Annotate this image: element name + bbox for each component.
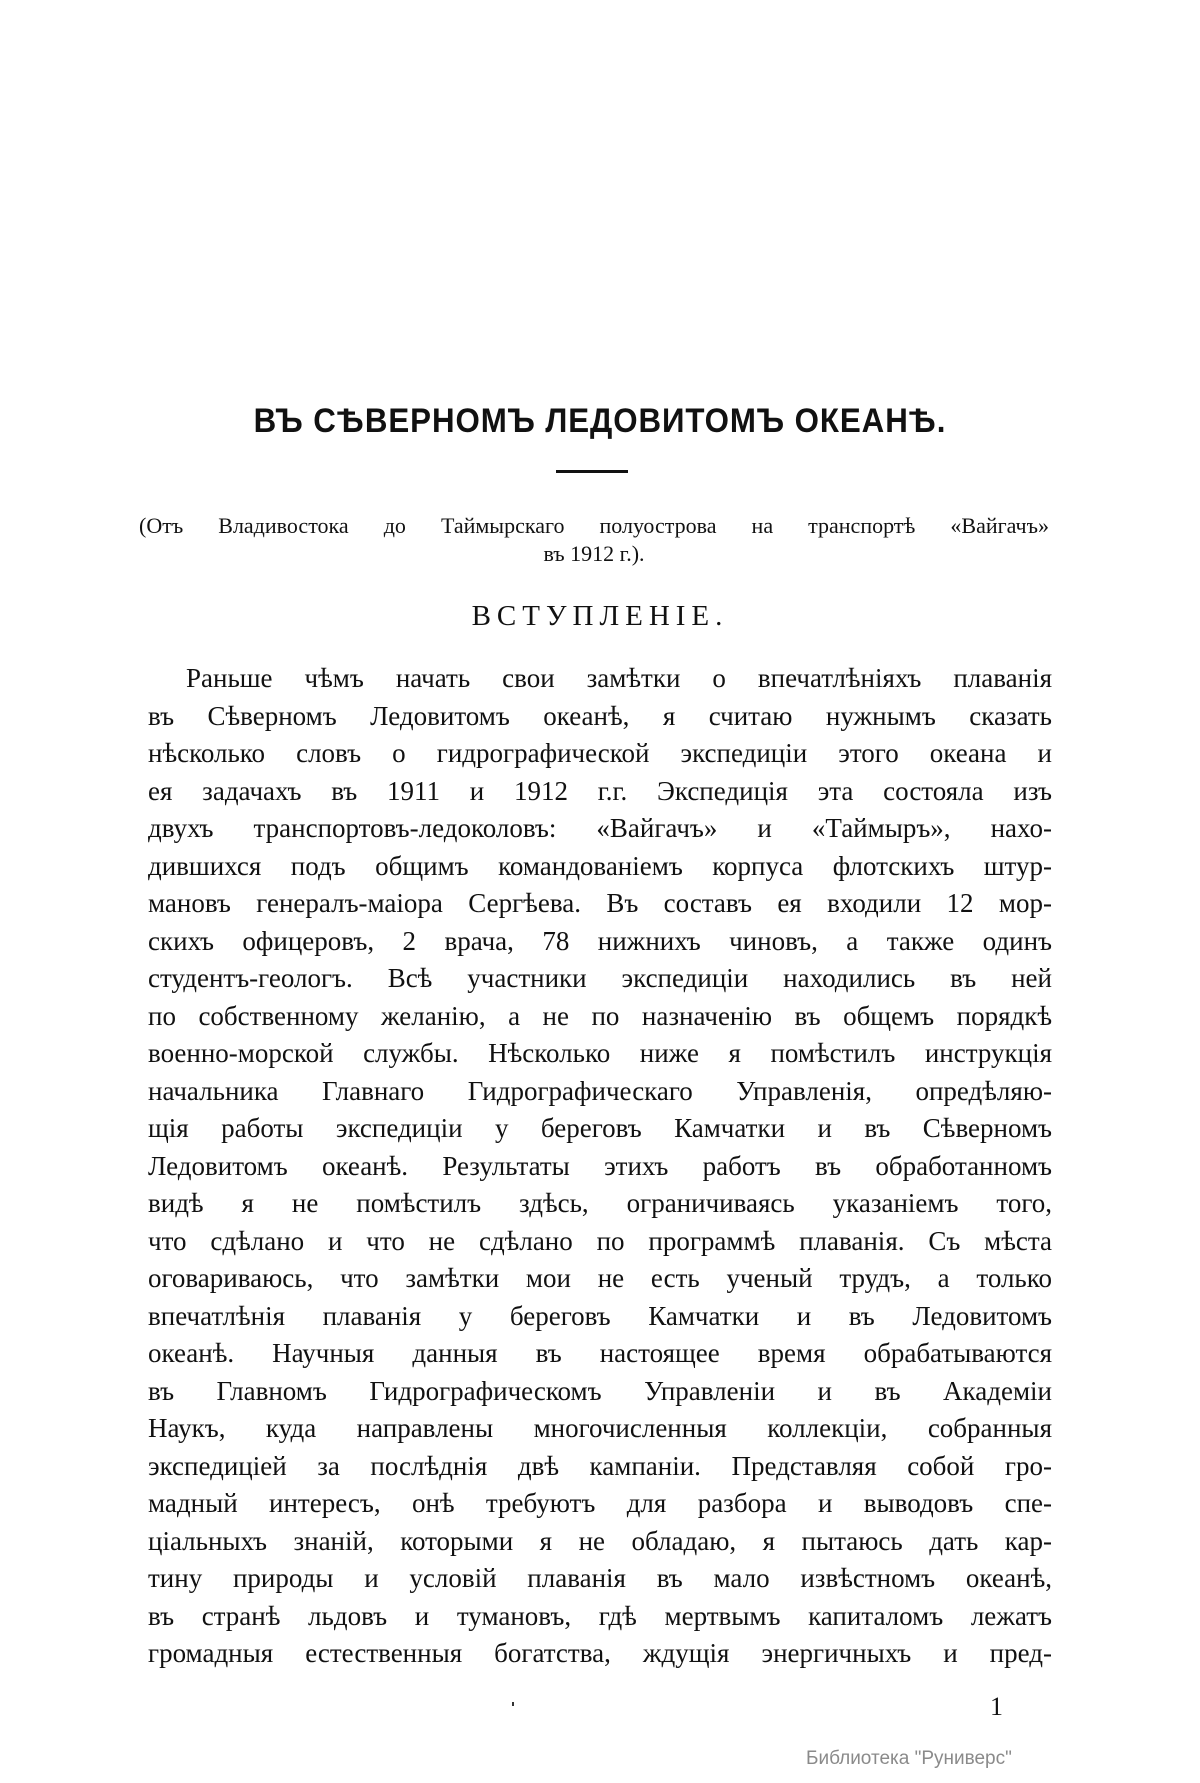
text-line: Раньше чѣмъ начать свои замѣтки о впечатлѣніяхъ плаванія — [186, 663, 1052, 693]
text-line: Ледовитомъ океанѣ. Результаты этихъ работъ въ обработанномъ — [148, 1150, 1052, 1181]
text-line: въ Сѣверномъ Ледовитомъ океанѣ, я считаю нужнымъ сказать — [148, 700, 1052, 731]
text-line: мадный интересъ, онѣ требуютъ для разбора и выводовъ спе- — [148, 1488, 1052, 1518]
text-line: студентъ-геологъ. Всѣ участники экспедиціи находились въ ней — [148, 963, 1052, 993]
section-heading: ВСТУПЛЕНІЕ. — [471, 600, 729, 632]
text-line: океанѣ. Научныя данныя въ настоящее время обрабатываются — [148, 1338, 1052, 1368]
text-line: впечатлѣнія плаванія у береговъ Камчатки и въ Ледовитомъ — [148, 1300, 1052, 1331]
body-text — [148, 660, 1052, 1673]
text-line: видѣ я не помѣстилъ здѣсь, ограничиваясь указаніемъ того, — [148, 1188, 1052, 1218]
text-line: громадныя естественныя богатства, ждущія энергичныхъ и пред- — [148, 1638, 1052, 1668]
text-line: ціальныхъ знаній, которыми я не обладаю, я пытаюсь дать кар- — [148, 1525, 1052, 1556]
text-line: начальника Главнаго Гидрографическаго Управленія, опредѣляю- — [148, 1075, 1052, 1106]
text-line: что сдѣлано и что не сдѣлано по программѣ плаванія. Съ мѣста — [148, 1225, 1052, 1256]
text-line: въ странѣ льдовъ и тумановъ, гдѣ мертвымъ капиталомъ лежатъ — [148, 1600, 1052, 1631]
text-line: тину природы и условій плаванія въ мало извѣстномъ океанѣ, — [148, 1563, 1052, 1593]
text-line: двухъ транспортовъ-ледоколовъ: «Вайгачъ» и «Таймыръ», нахо- — [148, 813, 1052, 843]
text-line: по собственному желанію, а не по назначенію въ общемъ порядкѣ — [148, 1000, 1052, 1031]
text-line: Наукъ, куда направлены многочисленныя коллекціи, собранныя — [148, 1413, 1052, 1443]
text-line: оговариваюсь, что замѣтки мои не есть ученый трудъ, а только — [148, 1263, 1052, 1293]
library-watermark: Библиотека "Руниверс" — [806, 1748, 1012, 1769]
subtitle-line: (Отъ Владивостока до Таймырскаго полуострова на транспортѣ «Вайгачъ» — [139, 513, 1049, 538]
text-line: экспедиціей за послѣднія двѣ кампаніи. Представляя собой гро- — [148, 1450, 1052, 1481]
text-line: щія работы экспедиціи у береговъ Камчатки и въ Сѣверномъ — [148, 1113, 1052, 1143]
text-line: дившихся подъ общимъ командованіемъ корпуса флотскихъ штур- — [148, 850, 1052, 881]
subtitle-line: въ 1912 г.). — [543, 541, 645, 566]
page-number: 1 — [990, 1692, 1003, 1721]
chapter-title: ВЪ СѢВЕРНОМЪ ЛЕДОВИТОМЪ ОКЕАНѢ. — [253, 402, 947, 440]
text-line: мановъ генералъ-маіора Сергѣева. Въ составъ ея входили 12 мор- — [148, 888, 1052, 918]
scan-speck — [512, 1702, 514, 1706]
text-line: въ Главномъ Гидрографическомъ Управленіи и въ Академіи — [148, 1375, 1052, 1406]
text-line: скихъ офицеровъ, 2 врача, 78 нижнихъ чиновъ, а также одинъ — [148, 925, 1052, 956]
text-line: ея задачахъ въ 1911 и 1912 г.г. Экспедиція эта состояла изъ — [148, 775, 1052, 806]
title-divider — [556, 470, 628, 473]
text-line: нѣсколько словъ о гидрографической экспедиціи этого океана и — [148, 738, 1052, 768]
text-line: военно-морской службы. Нѣсколько ниже я помѣстилъ инструкція — [148, 1038, 1052, 1068]
chapter-subtitle — [139, 512, 1049, 568]
